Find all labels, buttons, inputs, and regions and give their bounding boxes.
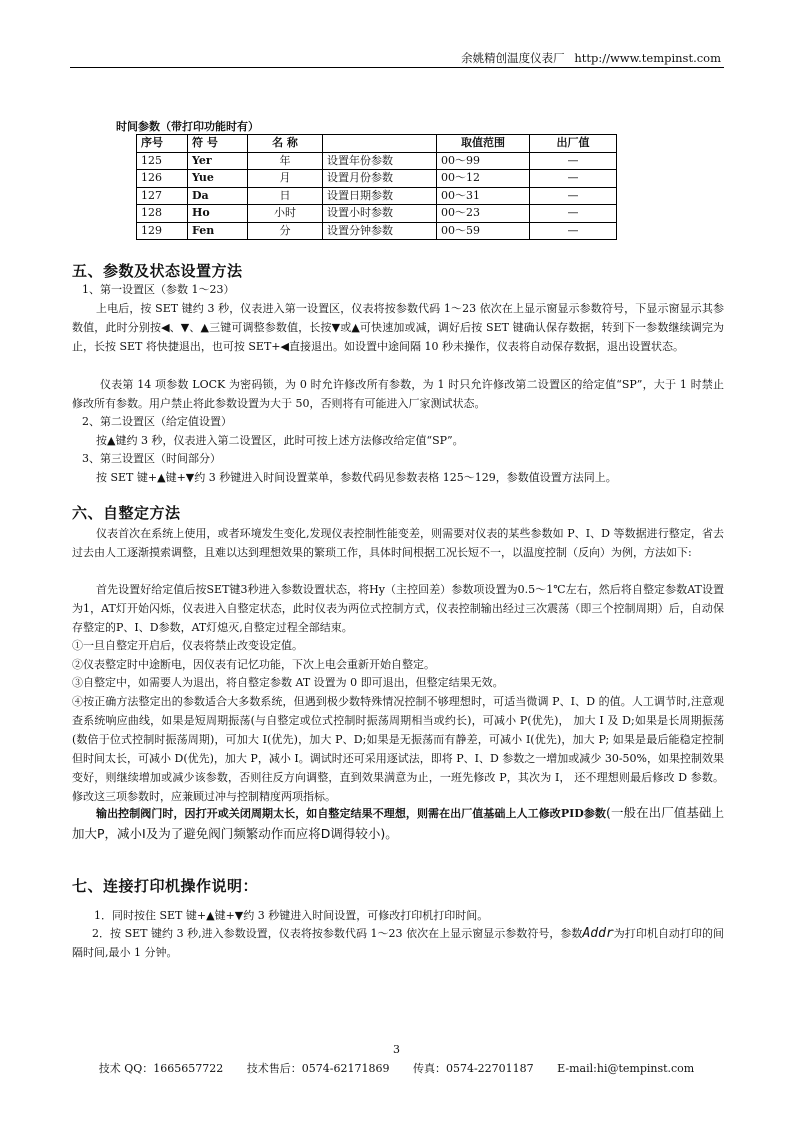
sec5-subhead-1: 1、第一设置区（参数 1～23）	[82, 283, 235, 296]
sec6-para-2: 首先设置好给定值后按SET键3秒进入参数设置状态，将Hy（主控回差）参数项设置为0.5～1℃左右，然后将自整定参数AT设置为1，AT灯开始闪烁，仪表进入自整定状态，此时仪表为两位式控制方式，仪表控制输出经过三次震荡（即三个控制周期）后，自动保存整定的P、I、D参数，AT灯熄灭,自整定过程全部结束。	[72, 583, 724, 634]
sec5-para-2: 仪表第 14 项参数 LOCK 为密码锁，为 0 时允许修改所有参数，为 1 时只允许修改第二设置区的给定值“SP”，大于 1 时禁止修改所有参数。用户禁止将此参数设置为大于 50，否则将有可能进入厂家测试状态。	[72, 378, 724, 410]
sec5-para-1: 上电后，按 SET 键约 3 秒，仪表进入第一设置区，仪表将按参数代码 1～23 依次在上显示窗显示参数符号，下显示窗显示其参数值，此时分别按◀、▼、▲三键可调整参数值，长按▼或▲可快速加或减，调好后按 SET 键确认保存数据，转到下一参数继续调完为止，长按 SET 将快捷退出，也可按 SET+◀直接退出。如设置中途间隔 10 秒未操作，仪表将自动保存数据，退出设置状态。	[72, 302, 724, 353]
table-row	[137, 187, 617, 205]
table-row	[137, 205, 617, 223]
page-header	[461, 50, 721, 66]
col-header	[323, 135, 437, 153]
cell-range: 00～59	[437, 222, 530, 240]
col-header: 名 称	[248, 135, 323, 153]
sec6-note-2: ②仪表整定时中途断电，因仪表有记忆功能，下次上电会重新开始自整定。	[72, 658, 435, 671]
cell-range: 00～99	[437, 152, 530, 170]
section7-title: 七、连接打印机操作说明：	[72, 877, 259, 895]
page-footer	[0, 1060, 793, 1076]
cell-index: 125	[137, 152, 188, 170]
table-header-row	[137, 135, 617, 153]
cell-name: 日	[248, 187, 323, 205]
footer-fax: 传真：0574-22701187	[412, 1062, 534, 1075]
cell-desc: 设置年份参数	[323, 152, 437, 170]
cell-symbol: Fen	[188, 222, 248, 240]
cell-range: 00～23	[437, 205, 530, 223]
cell-desc: 设置分钟参数	[323, 222, 437, 240]
sec7-item-2	[72, 924, 724, 962]
table-row	[137, 170, 617, 188]
cell-symbol: Ho	[188, 205, 248, 223]
sec5-subhead-3: 3、第三设置区（时间部分）	[82, 452, 221, 465]
cell-name: 分	[248, 222, 323, 240]
cell-default: —	[530, 222, 617, 240]
table-caption: 时间参数（带打印功能时有）	[116, 120, 259, 133]
cell-name: 月	[248, 170, 323, 188]
col-header: 取值范围	[437, 135, 530, 153]
cell-default: —	[530, 205, 617, 223]
cell-symbol: Yue	[188, 170, 248, 188]
header-rule	[70, 67, 724, 68]
section5-title: 五、参数及状态设置方法	[72, 262, 243, 280]
footer-qq: 技术 QQ：1665657722	[98, 1062, 224, 1075]
cell-name: 年	[248, 152, 323, 170]
cell-default: —	[530, 187, 617, 205]
col-header: 符 号	[188, 135, 248, 153]
cell-index: 126	[137, 170, 188, 188]
header-company: 余姚精创温度仪表厂	[461, 51, 565, 65]
header-url: http://www.tempinst.com	[574, 51, 721, 65]
sec6-note-3: ③自整定中，如需要人为退出，将自整定参数 AT 设置为 0 即可退出，但整定结果无效。	[72, 676, 504, 689]
page-number: 3	[393, 1043, 400, 1056]
sec6-bold-note	[72, 803, 724, 844]
sec6-bold-tail: (一般在出厂值基础上加大P，减小I及为了避免阀门频繁动作而应将D调得较小)。	[72, 805, 724, 841]
cell-default: —	[530, 170, 617, 188]
sec5-subhead-2: 2、第二设置区（给定值设置）	[82, 415, 232, 428]
sec7-item-1: 1．同时按住 SET 键+▲键+▼约 3 秒键进入时间设置，可修改打印机打印时间。	[94, 909, 489, 922]
cell-index: 129	[137, 222, 188, 240]
cell-name: 小时	[248, 205, 323, 223]
cell-index: 127	[137, 187, 188, 205]
cell-range: 00～12	[437, 170, 530, 188]
col-header: 序号	[137, 135, 188, 153]
cell-desc: 设置日期参数	[323, 187, 437, 205]
cell-default: —	[530, 152, 617, 170]
sec7-item-2-text-a: 2．按 SET 键约 3 秒,进入参数设置，仪表将按参数代码 1～23 依次在上显示窗显示参数符号，参数	[92, 927, 583, 940]
cell-desc: 设置小时参数	[323, 205, 437, 223]
cell-symbol: Da	[188, 187, 248, 205]
sec6-para-1: 仪表首次在系统上使用，或者环境发生变化,发现仪表控制性能变差，则需要对仪表的某些参数如 P、I、D 等数据进行整定，省去过去由人工逐渐摸索调整，且难以达到理想效果的繁琐工作，具体时间根据工况长短不一，以温度控制（反向）为例，方法如下:	[72, 527, 724, 559]
sec7-item-2-text-b: 为打印机自动打印的间隔时间,最小 1 分钟。	[72, 927, 724, 959]
cell-desc: 设置月份参数	[323, 170, 437, 188]
sec6-note-1: ①一旦自整定开启后，仪表将禁止改变设定值。	[72, 639, 303, 652]
table-row	[137, 222, 617, 240]
time-params-table	[136, 134, 617, 240]
cell-symbol: Yer	[188, 152, 248, 170]
cell-index: 128	[137, 205, 188, 223]
footer-sales: 技术售后：0574-62171869	[246, 1062, 390, 1075]
sec5-para-3: 按▲键约 3 秒，仪表进入第二设置区，此时可按上述方法修改给定值“SP”。	[96, 434, 464, 447]
sec6-note-4: ④按正确方法整定出的参数适合大多数系统，但遇到极少数特殊情况控制不够理想时，可适当微调 P、I、D 的值。人工调节时,注意观查系统响应曲线，如果是短周期振荡(与自整定或位式控制时振荡周期相当或约长)，可减小 P(优先)， 加大 I 及 D;如果是长周期振荡(数倍于位式控制时振荡周期)，可加大 I(优先)，加大 P、D;如果是无振荡而有静差，可减小 I(优先)，加大 P; 如果是最后能稳定控制但时间太长，可减小 D(优先)，加大 P，减小 I。调试时还可采用逐试法，即将 P、I、D 参数之一增加或减少 30-50%，如果控制效果变好，则继续增加或减少该参数，否则往反方向调整，直到效果满意为止，一班先修改 P，其次为 I， 还不理想则最后修改 D 参数。修改这三项参数时，应兼顾过冲与控制精度两项指标。	[72, 695, 724, 803]
sec6-bold-lead: 输出控制阀门时，因打开或关闭周期太长，如自整定结果不理想，则需在出厂值基础上人工修改PID参数	[96, 807, 606, 820]
sec5-para-4: 按 SET 键+▲键+▼约 3 秒键进入时间设置菜单，参数代码见参数表格 125～129，参数值设置方法同上。	[96, 471, 617, 484]
footer-email: E-mail:hi@tempinst.com	[557, 1062, 695, 1075]
col-header: 出厂值	[530, 135, 617, 153]
cell-range: 00～31	[437, 187, 530, 205]
table-row	[137, 152, 617, 170]
section6-title: 六、自整定方法	[72, 504, 181, 522]
addr-code: Addr	[582, 926, 614, 941]
